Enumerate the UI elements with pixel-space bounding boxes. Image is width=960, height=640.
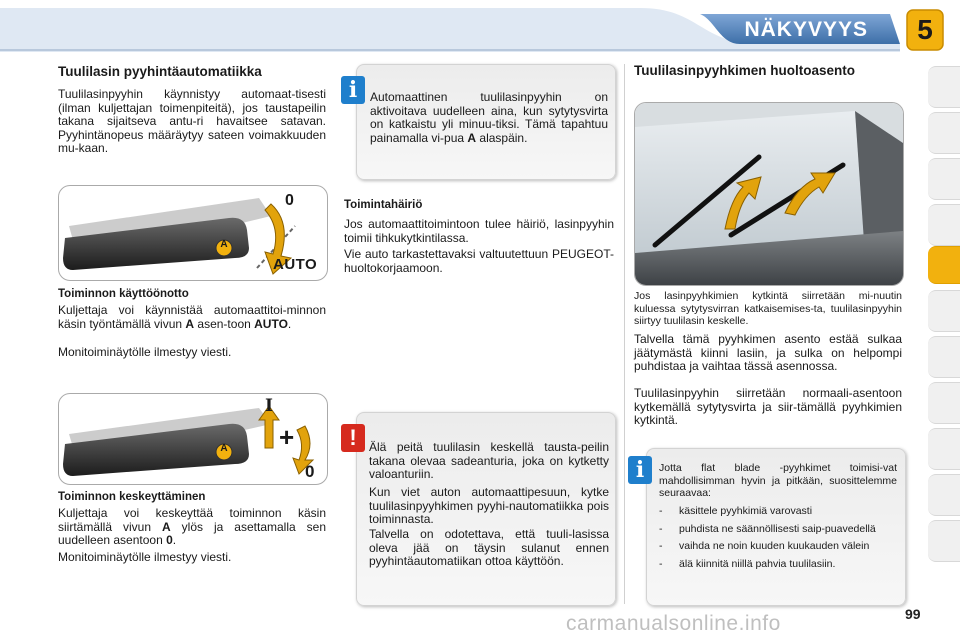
chapter-tab[interactable]: [928, 204, 960, 246]
stalk-illustration-manual: [58, 393, 328, 485]
deactivation-heading: Toiminnon keskeyttäminen: [58, 491, 206, 503]
chapter-tab[interactable]: [928, 520, 960, 562]
chapter-number: 5: [917, 14, 933, 45]
image-caption: Jos lasinpyyhkimien kytkintä siirretään mi-nuutin kuluessa sytytysvirran katkaisemises-ta, tuulilasinpyyhin siirtyy tuulilasin keskelle.: [634, 290, 902, 327]
info-box-reactivate: [356, 64, 616, 180]
position-label-zero: 0: [305, 462, 315, 481]
activation-text: Kuljettaja voi käynnistää automaattitoi-minnon käsin työntämällä vivun A asen-toon AUTO.: [58, 303, 326, 331]
activation-heading: Toiminnon käyttöönotto: [58, 288, 189, 300]
fault-paragraph-2: Vie auto tarkastettavaksi valtuutettuun PEUGEOT-huoltokorjaamoon.: [344, 247, 614, 275]
warning-paragraph-1: Älä peitä tuulilasin keskellä tausta-peilin takana olevaa sadeanturia, joka on kytketty valoanturiin.: [369, 440, 609, 481]
fault-paragraph-1: Jos automaattitoimintoon tulee häiriö, lasinpyyhin toimii tihkukytkintilassa.: [344, 217, 614, 245]
chapter-tab[interactable]: [928, 66, 960, 108]
info-icon: i: [341, 76, 365, 104]
info-box-flat-blade: [646, 448, 906, 606]
chapter-tab[interactable]: [928, 290, 960, 332]
page-number: 99: [905, 606, 921, 622]
position-label-plus: +: [279, 422, 295, 452]
watermark: carmanualsonline.info: [566, 612, 781, 635]
info-icon: i: [628, 456, 652, 484]
page-title: NÄKYVYYS: [744, 18, 868, 41]
info-box-text: Automaattinen tuulilasinpyyhin on aktivoitava uudelleen aina, kun sytytysvirta on katkaistu yli minuu-tiksi. Tämä tapahtuu painamalla vi-pua A alaspäin.: [370, 90, 608, 145]
position-label-one: I: [265, 396, 273, 416]
intro-paragraph: Tuulilasinpyyhin käynnistyy automaat-tisesti (ilman kuljettajan toimenpiteitä), jos taustapeilin takana sijaitseva antu-ri havaitsee satavan. Pyyhintänopeus määräytyy sateen voimakkuuden mu-kaan.: [58, 87, 326, 155]
warning-paragraph-2: Kun viet auton automaattipesuun, kytke tuulilasinpyyhkimen pyyhi-nautomatiikka pois toiminnasta.: [369, 485, 609, 526]
column-divider: [624, 64, 625, 604]
chapter-tab[interactable]: [928, 474, 960, 516]
list-item: - vaihda ne noin kuuden kuukauden välein: [653, 540, 897, 553]
windscreen-illustration: [634, 102, 904, 286]
stalk-illustration-auto: [58, 185, 328, 281]
service-paragraph-1: Talvella tämä pyyhkimen asento estää sulkaa jäätymästä kiinni lasiin, ja sulka on helpompi puhdistaa ja vaihtaa tässä asennossa.: [634, 332, 902, 373]
warning-paragraph-3: Talvella on odotettava, että tuuli-lasissa oleva jää on täysin sulanut ennen pyyhintäautomatiikan ottoa käyttöön.: [369, 527, 609, 568]
lever-label-a: A: [220, 443, 228, 454]
chapter-tab[interactable]: [928, 382, 960, 424]
position-label-zero: 0: [285, 192, 294, 209]
section-title-auto-wipe: Tuulilasin pyyhintäautomatiikka: [58, 64, 262, 79]
activation-note: Monitoiminäytölle ilmestyy viesti.: [58, 345, 232, 359]
info-box-intro: Jotta flat blade -pyyhkimet toimisi-vat mahdollisimman hyvin ja pitkään, suosittelemme seuraavaa:: [659, 462, 897, 499]
list-item: - älä kiinnitä niillä pahvia tuulilasiin.: [653, 558, 897, 571]
service-paragraph-2: Tuulilasinpyyhin siirretään normaali-asentoon kytkemällä sytytysvirta ja siir-tämällä pyyhkimien kytkintä.: [634, 386, 902, 427]
deactivation-text: Kuljettaja voi keskeyttää toiminnon käsin siirtämällä vivun A ylös ja asettamalla sen uudelleen asentoon 0.: [58, 506, 326, 547]
fault-heading: Toimintahäiriö: [344, 199, 423, 211]
list-item: - puhdista ne säännöllisesti saip-puavedellä: [653, 523, 897, 536]
chapter-tab-active[interactable]: [928, 246, 960, 284]
chapter-tabs: [928, 66, 960, 586]
chapter-tab[interactable]: [928, 112, 960, 154]
position-label-auto: AUTO: [273, 256, 318, 273]
lever-label-a: A: [220, 239, 228, 250]
care-list: [653, 505, 897, 575]
deactivation-note: Monitoiminäytölle ilmestyy viesti.: [58, 550, 232, 564]
warning-icon: !: [341, 424, 365, 452]
chapter-tab[interactable]: [928, 158, 960, 200]
section-title-service-position: Tuulilasinpyyhkimen huoltoasento: [634, 63, 856, 78]
list-item: - käsittele pyyhkimiä varovasti: [653, 505, 897, 518]
chapter-tab[interactable]: [928, 428, 960, 470]
chapter-tab[interactable]: [928, 336, 960, 378]
warning-box: [356, 412, 616, 606]
